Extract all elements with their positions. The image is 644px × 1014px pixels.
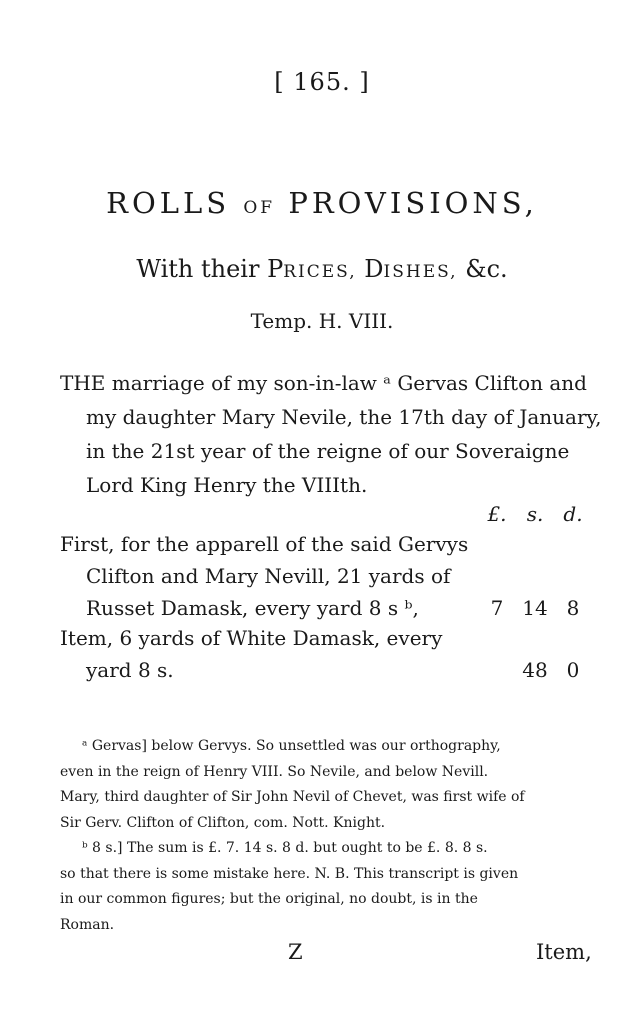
footnote-b-line: Roman. bbox=[60, 916, 115, 933]
footnote-a-line: ᵃ Gervas] below Gervys. So unsettled was our orthography, bbox=[82, 738, 501, 754]
entry-line: Item, 6 yards of White Damask, every bbox=[60, 626, 443, 650]
footnote-b-line: ᵇ 8 s.] The sum is £. 7. 14 s. 8 d. but ought to be £. 8. 8 s. bbox=[82, 840, 488, 856]
entry-line-with-amount bbox=[60, 654, 600, 686]
amount-shillings: 14 bbox=[522, 596, 548, 620]
amount-shillings: 48 bbox=[522, 658, 548, 682]
provision-entry bbox=[60, 528, 600, 624]
footnote-a-line: Mary, third daughter of Sir John Nevil of Chevet, was first wife of bbox=[60, 789, 525, 805]
subtitle-dishes-cap: D bbox=[364, 255, 384, 283]
shillings-header: s. bbox=[526, 502, 544, 526]
entry-amount bbox=[478, 592, 598, 624]
subtitle-prices bbox=[267, 255, 357, 283]
intro-line: my daughter Mary Nevile, the 17th day of January, bbox=[86, 405, 602, 429]
catchword: Item, bbox=[536, 940, 592, 964]
footnote-b-line: in our common figures; but the original, no doubt, is in the bbox=[60, 891, 478, 907]
subtitle-dishes bbox=[364, 255, 457, 283]
subtitle-etc: &c. bbox=[465, 255, 508, 283]
footnote-a-line: Sir Gerv. Clifton of Clifton, com. Nott. Knight. bbox=[60, 814, 386, 831]
amount-pounds: 7 bbox=[490, 596, 504, 620]
pounds-header: £. bbox=[487, 502, 507, 526]
intro-line: in the 21st year of the reigne of our Soveraigne bbox=[86, 439, 570, 463]
amount-pence: 0 bbox=[566, 658, 580, 682]
currency-column-headers bbox=[478, 502, 598, 526]
entry-amount bbox=[478, 654, 598, 686]
title-word-rolls: ROLLS bbox=[106, 186, 231, 220]
subtitle-dishes-rest: ISHES, bbox=[383, 262, 458, 282]
title-word-of: OF bbox=[243, 198, 276, 218]
intro-paragraph bbox=[60, 366, 602, 502]
entry-line-text: Russet Damask, every yard 8 s ᵇ, bbox=[86, 596, 419, 620]
entry-line: First, for the apparell of the said Gervys bbox=[60, 532, 469, 556]
footnotes bbox=[60, 734, 590, 938]
entry-line: Clifton and Mary Nevill, 21 yards of bbox=[86, 564, 451, 588]
intro-line: THE marriage of my son-in-law ᵃ Gervas Clifton and bbox=[60, 371, 587, 395]
subtitle-prices-rest: RICES, bbox=[283, 262, 357, 282]
pence-header: d. bbox=[563, 502, 583, 526]
title-word-provisions: PROVISIONS, bbox=[288, 186, 538, 220]
footnote-b-line: so that there is some mistake here. N. B. This transcript is given bbox=[60, 865, 519, 882]
entry-line-with-amount bbox=[60, 592, 600, 624]
entry-line-text: yard 8 s. bbox=[86, 658, 174, 682]
signature-mark: Z bbox=[288, 940, 303, 964]
page-number: [ 165. ] bbox=[274, 68, 370, 96]
reign-heading: Temp. H. VIII. bbox=[250, 309, 394, 333]
subtitle-prices-cap: P bbox=[267, 255, 284, 283]
subtitle-lead: With their bbox=[136, 255, 260, 283]
section-title bbox=[0, 186, 644, 220]
footnote-a-line: even in the reign of Henry VIII. So Nevile, and below Nevill. bbox=[60, 763, 489, 780]
section-subtitle bbox=[0, 255, 644, 283]
intro-line: Lord King Henry the VIIIth. bbox=[86, 473, 368, 497]
amount-pence: 8 bbox=[566, 596, 580, 620]
provision-entry bbox=[60, 622, 600, 686]
